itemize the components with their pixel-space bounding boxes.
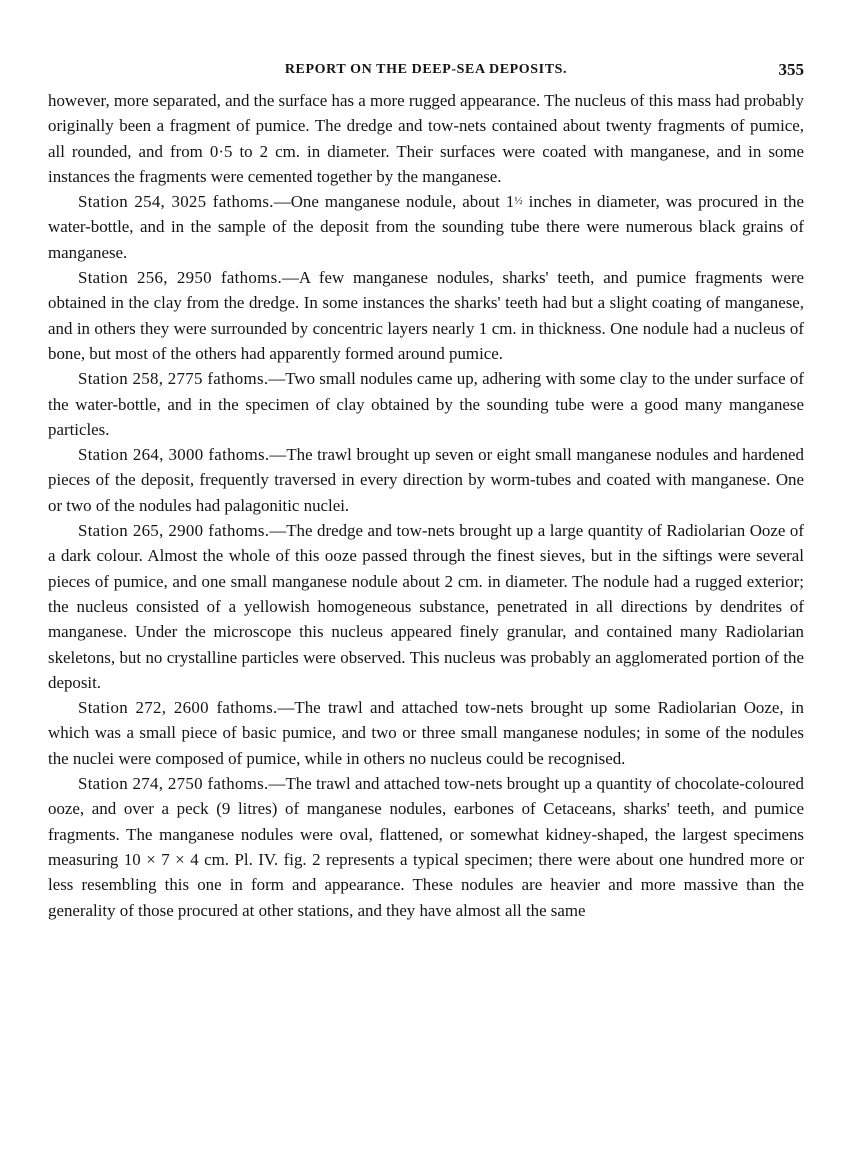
paragraph-station-258 <box>48 366 804 442</box>
fraction: ½ <box>514 195 523 208</box>
paragraph-station-254 <box>48 189 804 265</box>
station-label: Station 272, 2600 fathoms. <box>78 698 278 718</box>
station-label: Station 254, 3025 fathoms. <box>78 192 274 212</box>
page-number: 355 <box>778 60 804 79</box>
paragraph-text: —The trawl brought up seven or eight small manganese nodules and hardened pieces of the deposit, frequently traversed in every direction by worm-tubes and coated with manganese. One or two of the nodules had palagonitic nuclei. <box>48 445 804 515</box>
running-title: REPORT ON THE DEEP-SEA DEPOSITS. <box>284 62 568 77</box>
station-label: Station 256, 2950 fathoms. <box>78 268 282 288</box>
running-header <box>48 58 804 88</box>
paragraph-text: —The trawl and attached tow-nets brought up some Radiolarian Ooze, in which was a small piece of basic pumice, and two or three small manganese nodules; in some of the nodules the nuclei were composed of pumice, while in others no nucleus could be recognised. <box>48 698 804 768</box>
paragraph-continuation <box>48 88 804 189</box>
paragraph-text: however, more separated, and the surface has a more rugged appearance. The nucleus of this mass had probably originally been a fragment of pumice. The dredge and tow-nets contained about twenty fragments of pumice, all rounded, and from 0·5 to 2 cm. in diameter. Their surfaces were coated with manganese, and in some instances the fragments were cemented together by the manganese. <box>48 91 804 186</box>
paragraph-text-before-fraction: —One manganese nodule, about 1 <box>273 192 515 212</box>
paragraph-station-256 <box>48 265 804 366</box>
body-text <box>48 88 804 923</box>
paragraph-station-274 <box>48 771 804 923</box>
station-label: Station 258, 2775 fathoms. <box>78 369 269 389</box>
station-label: Station 264, 3000 fathoms. <box>78 445 270 465</box>
paragraph-station-265 <box>48 518 804 695</box>
document-page <box>48 58 804 923</box>
paragraph-station-264 <box>48 442 804 518</box>
paragraph-text: —The trawl and attached tow-nets brought up a quantity of chocolate-coloured ooze, and over a peck (9 litres) of manganese nodules, earbones of Cetaceans, sharks' teeth, and pumice fragments. The manganese nodules were oval, flattened, or somewhat kidney-shaped, the largest specimens measuring 10 × 7 × 4 cm. Pl. IV. fig. 2 represents a typical specimen; there were about one hundred more or less resembling this one in form and appearance. These nodules are heavier and more massive than the generality of those procured at other stations, and they have almost all the same <box>48 774 805 920</box>
paragraph-text: inches in diameter, was procured in the water-bottle, and in the sample of the deposit from the sounding tube there were numerous black grains of manganese. <box>48 192 804 262</box>
paragraph-station-272 <box>48 695 804 771</box>
paragraph-text: —The dredge and tow-nets brought up a large quantity of Radiolarian Ooze of a dark colour. Almost the whole of this ooze passed through the finest sieves, but in the siftings were several pieces of pumice, and one small manganese nodule about 2 cm. in diameter. The nodule had a rugged exterior; the nucleus consisted of a yellowish homogeneous substance, penetrated in all directions by dendrites of manganese. Under the microscope this nucleus appeared finely granular, and contained many Radiolarian skeletons, but no crystalline particles were observed. This nucleus was probably an agglomerated portion of the deposit. <box>48 521 804 692</box>
station-label: Station 274, 2750 fathoms. <box>78 774 269 794</box>
station-label: Station 265, 2900 fathoms. <box>78 521 270 541</box>
paragraph-text: —Two small nodules came up, adhering with some clay to the under surface of the water-bottle, and in the specimen of clay obtained by the sounding tube were a good many manganese particles. <box>48 369 804 439</box>
paragraph-text: —A few manganese nodules, sharks' teeth, and pumice fragments were obtained in the clay from the dredge. In some instances the sharks' teeth had but a slight coating of manganese, and in others they were surrounded by concentric layers nearly 1 cm. in thickness. One nodule had a nucleus of bone, but most of the others had apparently formed around pumice. <box>48 268 804 363</box>
